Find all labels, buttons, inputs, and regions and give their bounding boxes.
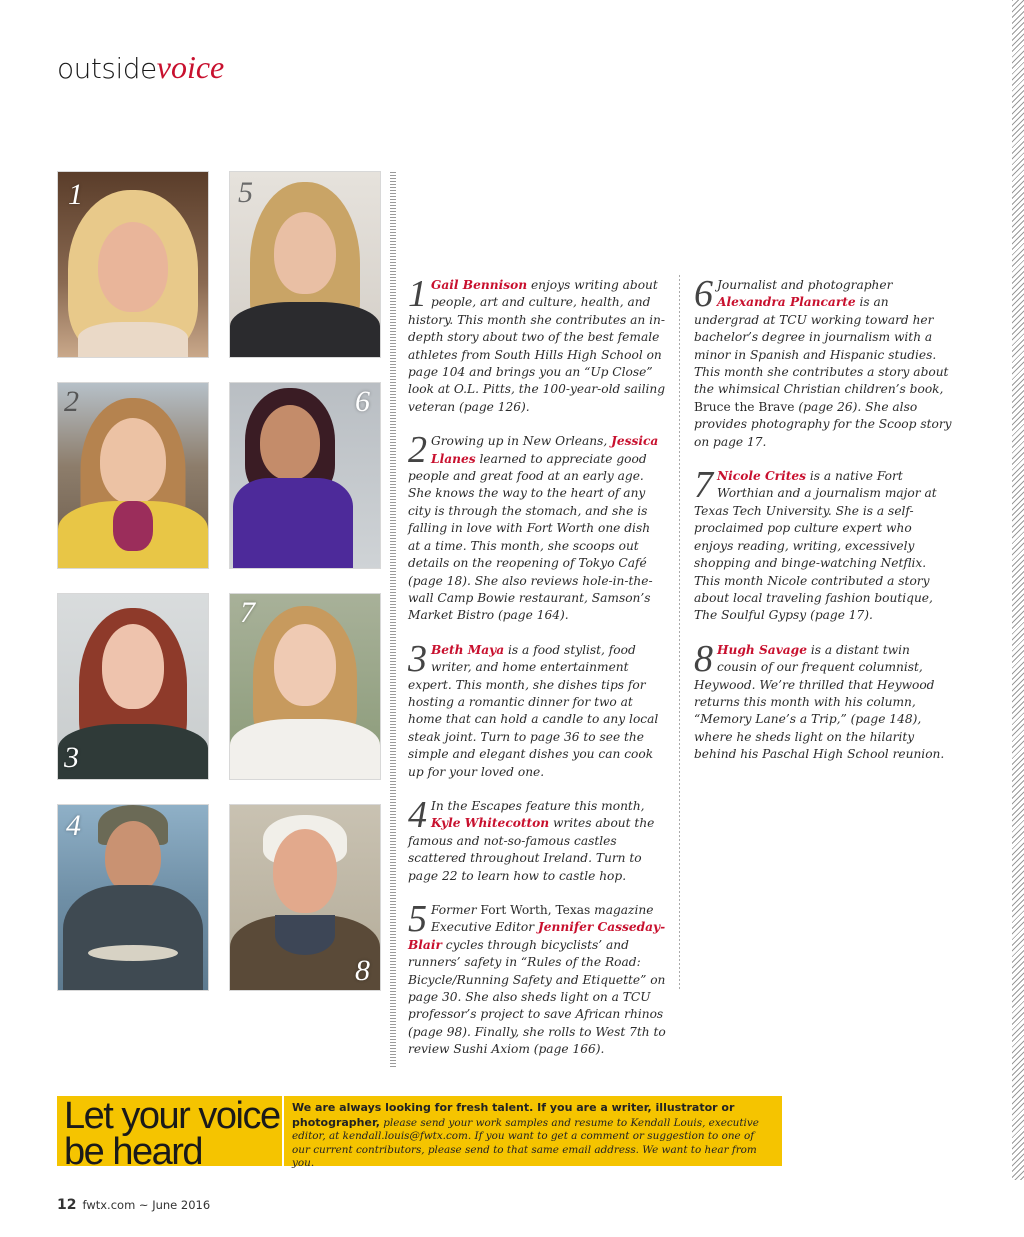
bio-6: 6 Journalist and photographer Alexandra Plancarte is an undergrad at TCU working toward her bachelor’s degree in journalism with a minor in Spanish and Hispanic studies. This month she contributes a story about the whimsical Christian children’s book, Bruce the Brave (page 26). She also provides photography for the Scoop story on page 17. <box>694 273 952 449</box>
contributor-name: Beth Maya <box>431 642 505 657</box>
column-divider <box>390 172 396 1068</box>
photo-number-1: 1 <box>68 178 83 211</box>
masthead-word-voice: voice <box>156 49 225 85</box>
bio-4: 4 In the Escapes feature this month, Kyle Whitecotton writes about the famous and not-so-famous castles scattered throughout Ireland. Turn to page 22 to learn how to castle hop. <box>408 793 655 883</box>
photo-number-7: 7 <box>240 596 255 629</box>
callout-lead: We are always looking for fresh talent. If you are a writer, illustrator or photographer, <box>292 1101 735 1129</box>
contributor-photo-2 <box>57 382 209 569</box>
contributor-photo-5 <box>229 171 381 358</box>
contributor-photo-1 <box>57 171 209 358</box>
bio-5: 5 Former Fort Worth, Texas magazine Executive Editor Jennifer Casseday-Blair cycles through bicyclists’ and runners’ safety in “Rules of the Road: Bicycle/Running Safety and Etiquette” on page 30. She also sheds light on a TCU professor’s project to save African rhinos (page 98). Finally, she rolls to West 7th to review Sushi Axiom (page 166). <box>408 898 666 1057</box>
contributor-photo-7 <box>229 593 381 780</box>
section-masthead <box>57 50 224 86</box>
bio-2: 2 Growing up in New Orleans, Jessica Llanes learned to appreciate good people and great food at an early age. She knows the way to the heart of any city is through the stomach, and she is falling in love with Fort Worth one dish at a time. This month, she scoops out details on the reopening of Tokyo Café (page 18). She also reviews hole-in-the-wall Camp Bowie restaurant, Samson’s Market Bistro (page 164). <box>408 429 659 623</box>
photo-number-3: 3 <box>64 741 79 774</box>
photo-number-2: 2 <box>64 385 79 418</box>
page-folio <box>57 1197 210 1213</box>
bio-3: 3 Beth Maya is a food stylist, food writer, and home entertainment expert. This month, she dishes tips for hosting a romantic dinner for two at home that can hold a candle to any local steak joint. Turn to page 36 to see the simple and elegant dishes you can cook up for your loved one. <box>408 637 659 779</box>
photo-number-6: 6 <box>355 385 370 418</box>
contributor-name: Kyle Whitecotton <box>431 816 550 831</box>
contributor-name: Jennifer Casseday-Blair <box>408 920 666 952</box>
contributor-photo-6 <box>229 382 381 569</box>
bio-7: 7 Nicole Crites is a native Fort Worthian and a journalism major at Texas Tech University. She is a self-proclaimed pop culture expert who enjoys reading, writing, excessively shopping and binge-watching Netflix. This month Nicole contributed a story about local traveling fashion boutique, The Soulful Gypsy (page 17). <box>694 464 937 623</box>
contributor-photo-3 <box>57 593 209 780</box>
contributor-name: Alexandra Plancarte <box>717 295 856 310</box>
photo-number-5: 5 <box>238 176 253 209</box>
page-edge-pattern <box>1012 0 1024 1180</box>
contributor-photo-4 <box>57 804 209 991</box>
photo-number-8: 8 <box>355 954 370 987</box>
bio-1: 1 Gail Bennison enjoys writing about people, art and culture, health, and history. This month she contributes an in-depth story about two of the best female athletes from South Hills High School on page 104 and brings you an “Up Close” look at O.L. Pitts, the 100-year-old sailing veteran (page 126). <box>408 273 666 414</box>
photo-number-4: 4 <box>66 809 81 842</box>
bio-8: 8 Hugh Savage is a distant twin cousin of our frequent columnist, Heywood. We’re thrilled that Heywood returns this month with his column, “Memory Lane’s a Trip,” (page 148), where he sheds light on the hilarity behind his Paschal High School reunion. <box>694 637 945 762</box>
contributor-name: Gail Bennison <box>431 278 528 292</box>
bio-column-left <box>408 273 666 1076</box>
contributor-photo-8 <box>229 804 381 991</box>
contributor-name: Nicole Crites <box>717 469 806 484</box>
folio-text: fwtx.com ~ June 2016 <box>82 1198 211 1212</box>
contributor-name: Hugh Savage <box>717 642 807 657</box>
bio-column-divider <box>679 275 680 990</box>
callout-body <box>292 1101 772 1171</box>
page-number: 12 <box>57 1197 77 1213</box>
callout-heading: Let your voice be heard <box>64 1095 280 1173</box>
callout-rest: please send your work samples and resume to Kendall Louis, executive editor, at kendall.louis@fwtx.com. If you want to get a comment or suggestion to one of our current contributors, please send to that same email address. We want to hear from you. <box>292 1116 759 1169</box>
masthead-word-outside: outside <box>57 52 157 85</box>
bio-column-right <box>694 273 952 781</box>
contributor-name: Jessica Llanes <box>431 434 659 466</box>
